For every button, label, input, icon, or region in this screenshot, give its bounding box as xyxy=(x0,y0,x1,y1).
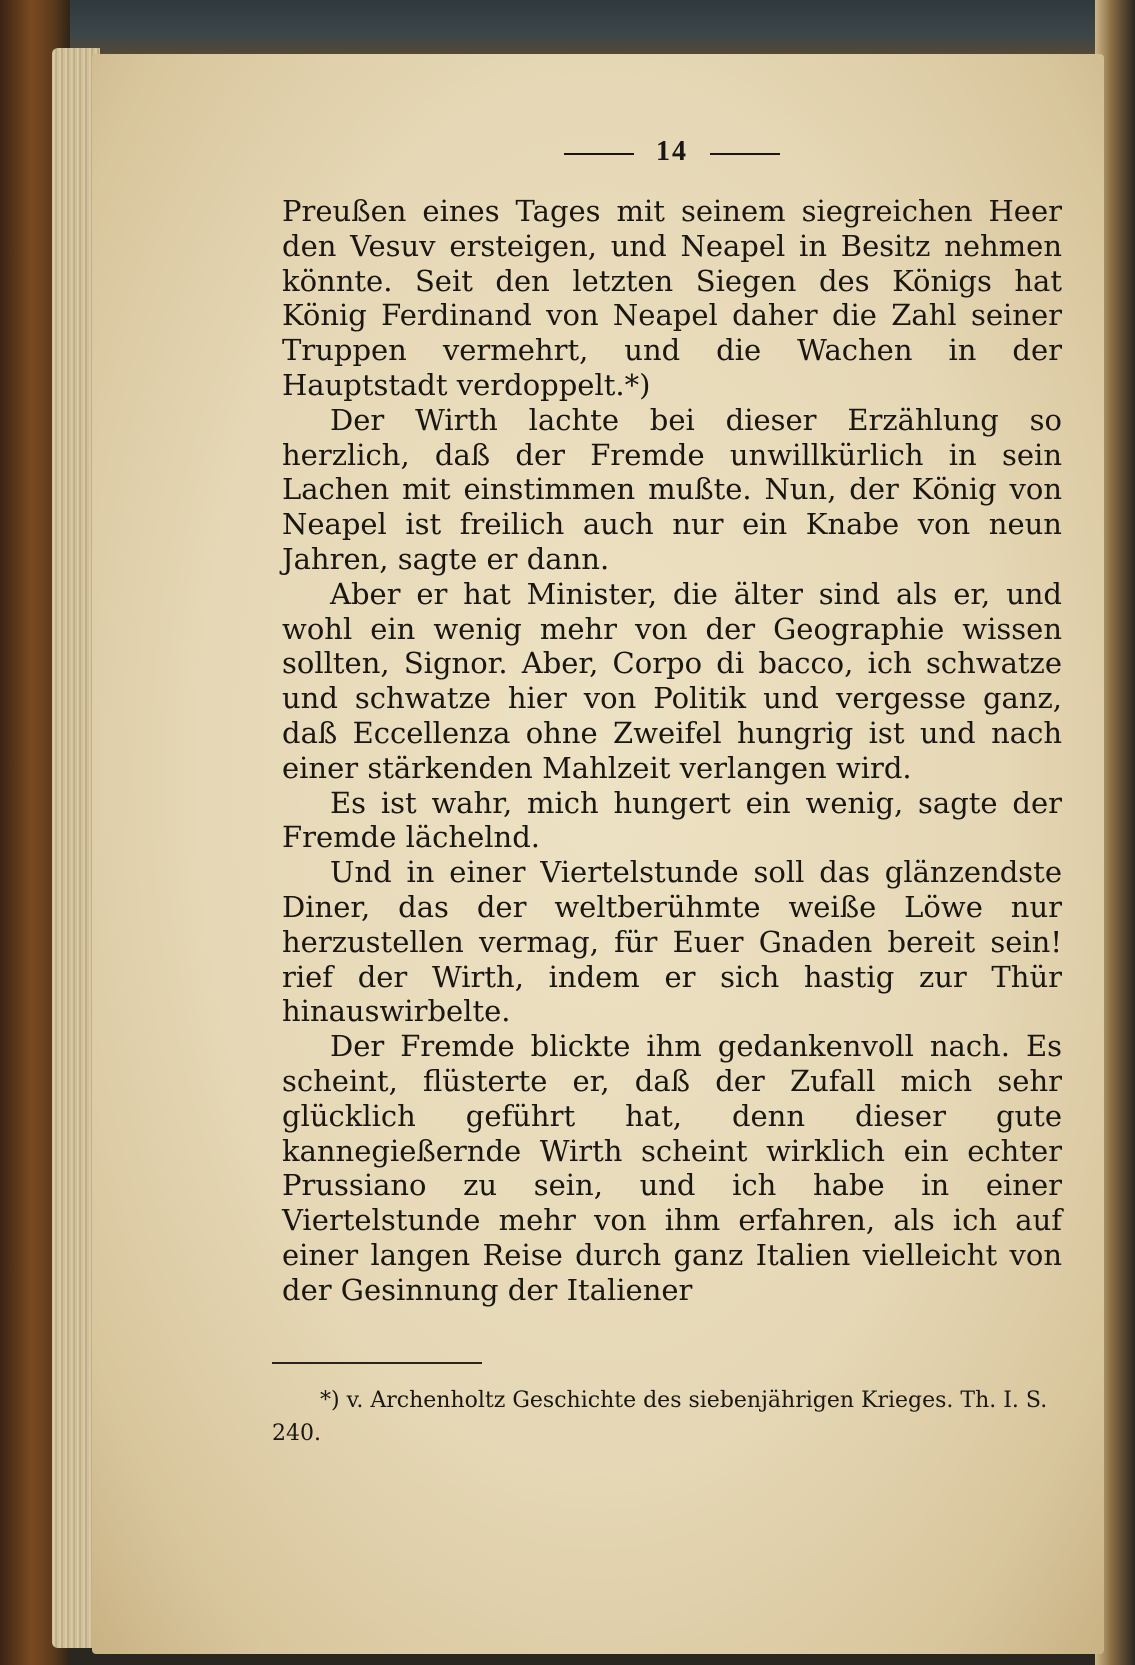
page-content xyxy=(282,136,1062,1308)
footnote-rule xyxy=(272,1362,482,1364)
page-number-value: 14 xyxy=(656,136,688,167)
page-number-dash-right xyxy=(710,153,780,155)
paragraph-5: Und in einer Viertelstunde soll das glänzendste Diner, das der weltberühmte weiße Löwe nur herzustellen vermag, für Euer Gnaden bereit sein! rief der Wirth, indem er sich hastig zur Thür hinauswirbelte. xyxy=(282,855,1062,1029)
paragraph-6: Der Fremde blickte ihm gedankenvoll nach. Es scheint, flüsterte er, daß der Zufall mich sehr glücklich geführt hat, denn dieser gute kannegießernde Wirth scheint wirklich ein echter Prussiano zu sein, und ich habe in einer Viertelstunde mehr von ihm erfahren, als ich auf einer langen Reise durch ganz Italien vielleicht von der Gesinnung der Italiener xyxy=(282,1029,1062,1307)
paragraph-2: Der Wirth lachte bei dieser Erzählung so herzlich, daß der Fremde unwillkürlich in sein Lachen mit einstimmen mußte. Nun, der König von Neapel ist freilich auch nur ein Knabe von neun Jahren, sagte er dann. xyxy=(282,402,1062,576)
page-number xyxy=(282,136,1062,168)
footnote-text: *) v. Archenholtz Geschichte des siebenjährigen Krieges. Th. I. S. 240. xyxy=(272,1388,1048,1446)
paragraph-4: Es ist wahr, mich hungert ein wenig, sagte der Fremde lächelnd. xyxy=(282,785,1062,855)
paragraph-1: Preußen eines Tages mit seinem siegreichen Heer den Vesuv ersteigen, und Neapel in Besitz nehmen könnte. Seit den letzten Siegen des Königs hat König Ferdinand von Neapel daher die Zahl seiner Truppen vermehrt, und die Wachen in der Hauptstadt verdoppelt.*) xyxy=(282,194,1062,402)
body-text xyxy=(282,194,1062,1308)
footnote xyxy=(272,1384,1062,1450)
page-number-dash-left xyxy=(564,153,634,155)
paragraph-3: Aber er hat Minister, die älter sind als er, und wohl ein wenig mehr von der Geographie wissen sollten, Signor. Aber, Corpo di bacco, ich schwatze und schwatze hier von Politik und vergesse ganz, daß Eccellenza ohne Zweifel hungrig ist und nach einer stärkenden Mahlzeit verlangen wird. xyxy=(282,576,1062,785)
book-cover-top xyxy=(0,0,1135,60)
